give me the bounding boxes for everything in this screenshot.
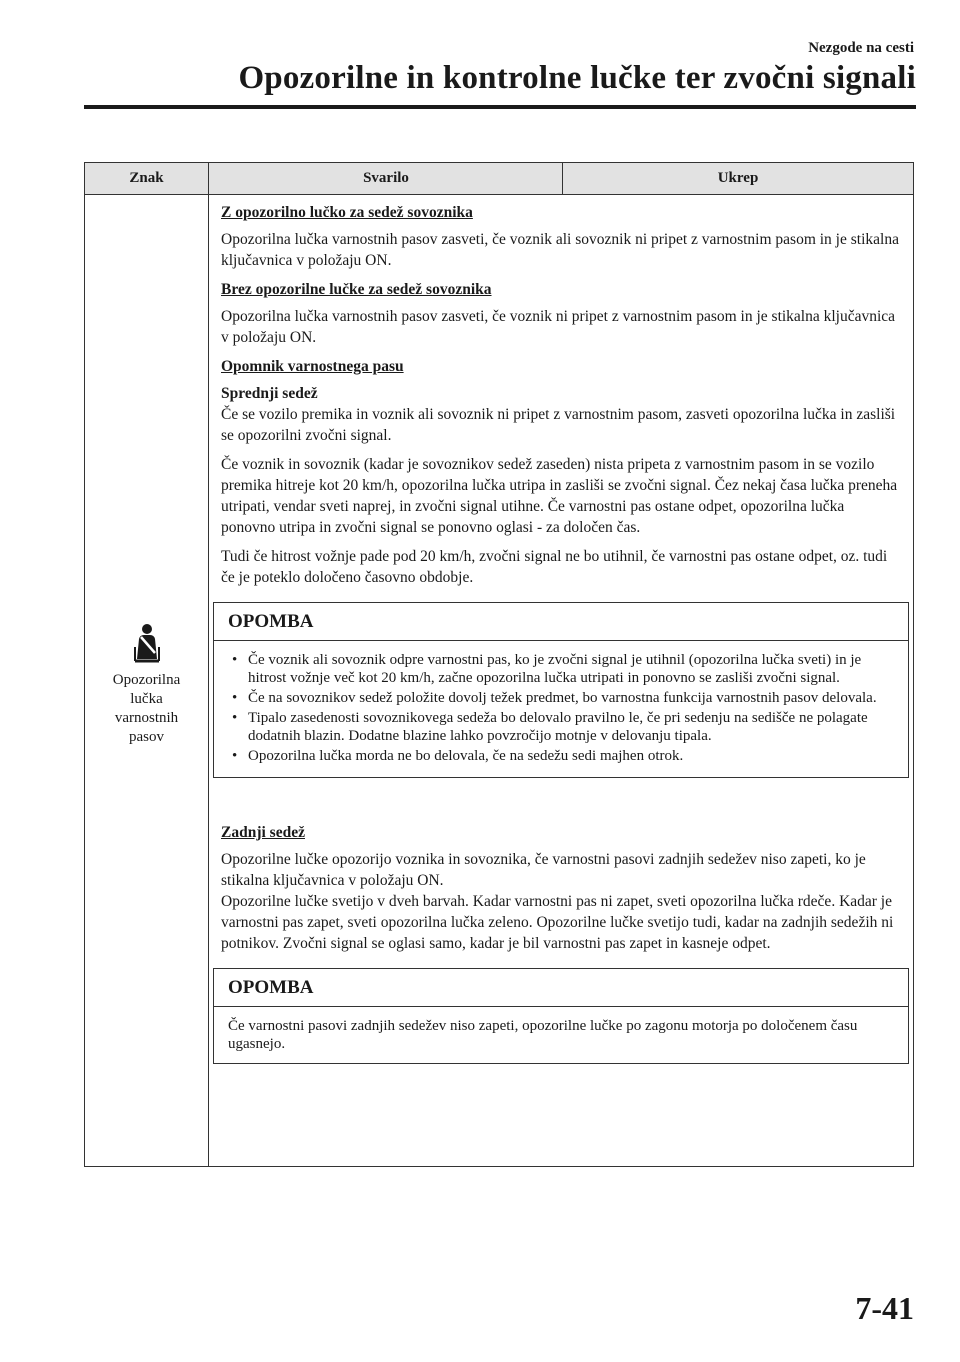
paragraph: Če se vozilo premika in voznik ali sovoznik ni pripet z varnostnim pasom, zasveti opozorilna lučka in zasliši se opozorilni zvočni signal.	[221, 406, 896, 444]
column-header-svarilo: Svarilo	[208, 163, 563, 194]
subheading: Brez opozorilne lučke za sedež sovoznika	[221, 281, 492, 298]
section-label: Nezgode na cesti	[808, 40, 914, 56]
page-title: Opozorilne in kontrolne lučke ter zvočni signali	[238, 60, 916, 96]
subheading: Z opozorilno lučko za sedež sovoznika	[221, 204, 473, 221]
note-item	[228, 651, 894, 687]
paragraph: Če voznik in sovoznik (kadar je sovoznikov sedež zaseden) nista pripeta z varnostnim pasom in se vozilo premika hitreje kot 20 km/h, opozorilna lučka utripa in zasliši se zvočni signal. Čez nekaj časa lučka preneha utripati, vendar sveti naprej, in zvočni signal utihne. Če varnostni pas ostane odpet, opozorilna lučka ponovno utripa in zvočni signal se ponovno oglasi - za določen čas.	[221, 456, 898, 536]
note-body	[214, 641, 908, 777]
paragraph: Tudi če hitrost vožnje pade pod 20 km/h, zvočni signal ne bo utihnil, če varnostni pas ostane odpet, oz. tudi če je poteklo določeno časovno obdobje.	[221, 548, 888, 586]
note-item-text: Če na sovoznikov sedež položite dovolj težek predmet, bo varnostna funkcija varnostnih pasov delovala.	[248, 690, 877, 706]
note-item	[228, 709, 894, 745]
column-header-ukrep: Ukrep	[562, 163, 913, 194]
bullet: •	[232, 710, 238, 726]
note-item-text: Če voznik ali sovoznik odpre varnostni pas, ko je zvočni signal je utihnil (opozorilna lučka sveti) in je hitrost vožnje več kot 20 km/h, začne opozorilna lučka utripati in ponovno se zasliši zvočni signal.	[248, 652, 862, 686]
paragraph: Opozorilne lučke svetijo v dveh barvah. Kadar varnostni pas ni zapet, sveti opozorilna lučka rdeče. Kadar je varnostni pas zapet, sveti opozorilna lučka zeleno. Opozorilne lučke svetijo tudi, kadar na zadnjih sedežih ni potnikov. Zvočni signal se oglasi samo, kadar je bil varnostni pas zapet in kasneje odpet.	[221, 893, 894, 952]
sign-label-line: pasov	[129, 729, 164, 745]
note-item-text: Opozorilna lučka morda ne bo delovala, če na sedežu sedi majhen otrok.	[248, 748, 684, 764]
note-item	[228, 747, 894, 765]
warning-table	[84, 162, 914, 1167]
sign-cell	[85, 623, 208, 747]
subheading: Zadnji sedež	[221, 824, 305, 841]
note-title: OPOMBA	[214, 969, 908, 1007]
seatbelt-warning-icon	[131, 623, 163, 663]
bullet: •	[232, 690, 238, 706]
sign-label-line: Opozorilna	[112, 672, 181, 688]
note-body: Če varnostni pasovi zadnjih sedežev niso zapeti, opozorilne lučke po zagonu motorja po določenem času ugasnejo.	[228, 1018, 858, 1052]
column-header-znak: Znak	[129, 170, 164, 186]
table-header	[85, 163, 913, 195]
subheading-bold: Sprednji sedež	[221, 385, 318, 402]
bullet: •	[232, 748, 238, 764]
bullet: •	[232, 652, 238, 668]
paragraph: Opozorilna lučka varnostnih pasov zasveti, če voznik ali sovoznik ni pripet z varnostnim pasom in je stikalna ključavnica v položaju ON.	[221, 231, 899, 269]
sign-label-line: lučka	[130, 691, 163, 707]
note-title: OPOMBA	[214, 603, 908, 641]
note-item-text: Tipalo zasedenosti sovoznikovega sedeža bo delovalo pravilno le, če pri sedenju na sedišče ne polagate dodatnih blazin. Dodatne blazine lahko povzročijo motnje v delovanju tipala.	[248, 710, 868, 744]
note-item	[228, 689, 894, 707]
note-box	[213, 602, 909, 778]
title-rule	[84, 105, 916, 109]
action-cell	[221, 202, 901, 1064]
note-list	[228, 651, 894, 765]
paragraph: Opozorilne lučke opozorijo voznika in sovoznika, če varnostni pasovi zadnjih sedežev niso zapeti, ko je stikalna ključavnica v položaju ON.	[221, 851, 866, 889]
paragraph: Opozorilna lučka varnostnih pasov zasveti, če voznik ni pripet z varnostnim pasom in je stikalna ključavnica v položaju ON.	[221, 308, 896, 346]
subheading: Opomnik varnostnega pasu	[221, 358, 404, 375]
note-box	[213, 968, 909, 1064]
column-divider	[208, 194, 209, 1166]
page-number: 7-41	[855, 1290, 914, 1326]
sign-label-line: varnostnih	[114, 710, 179, 726]
